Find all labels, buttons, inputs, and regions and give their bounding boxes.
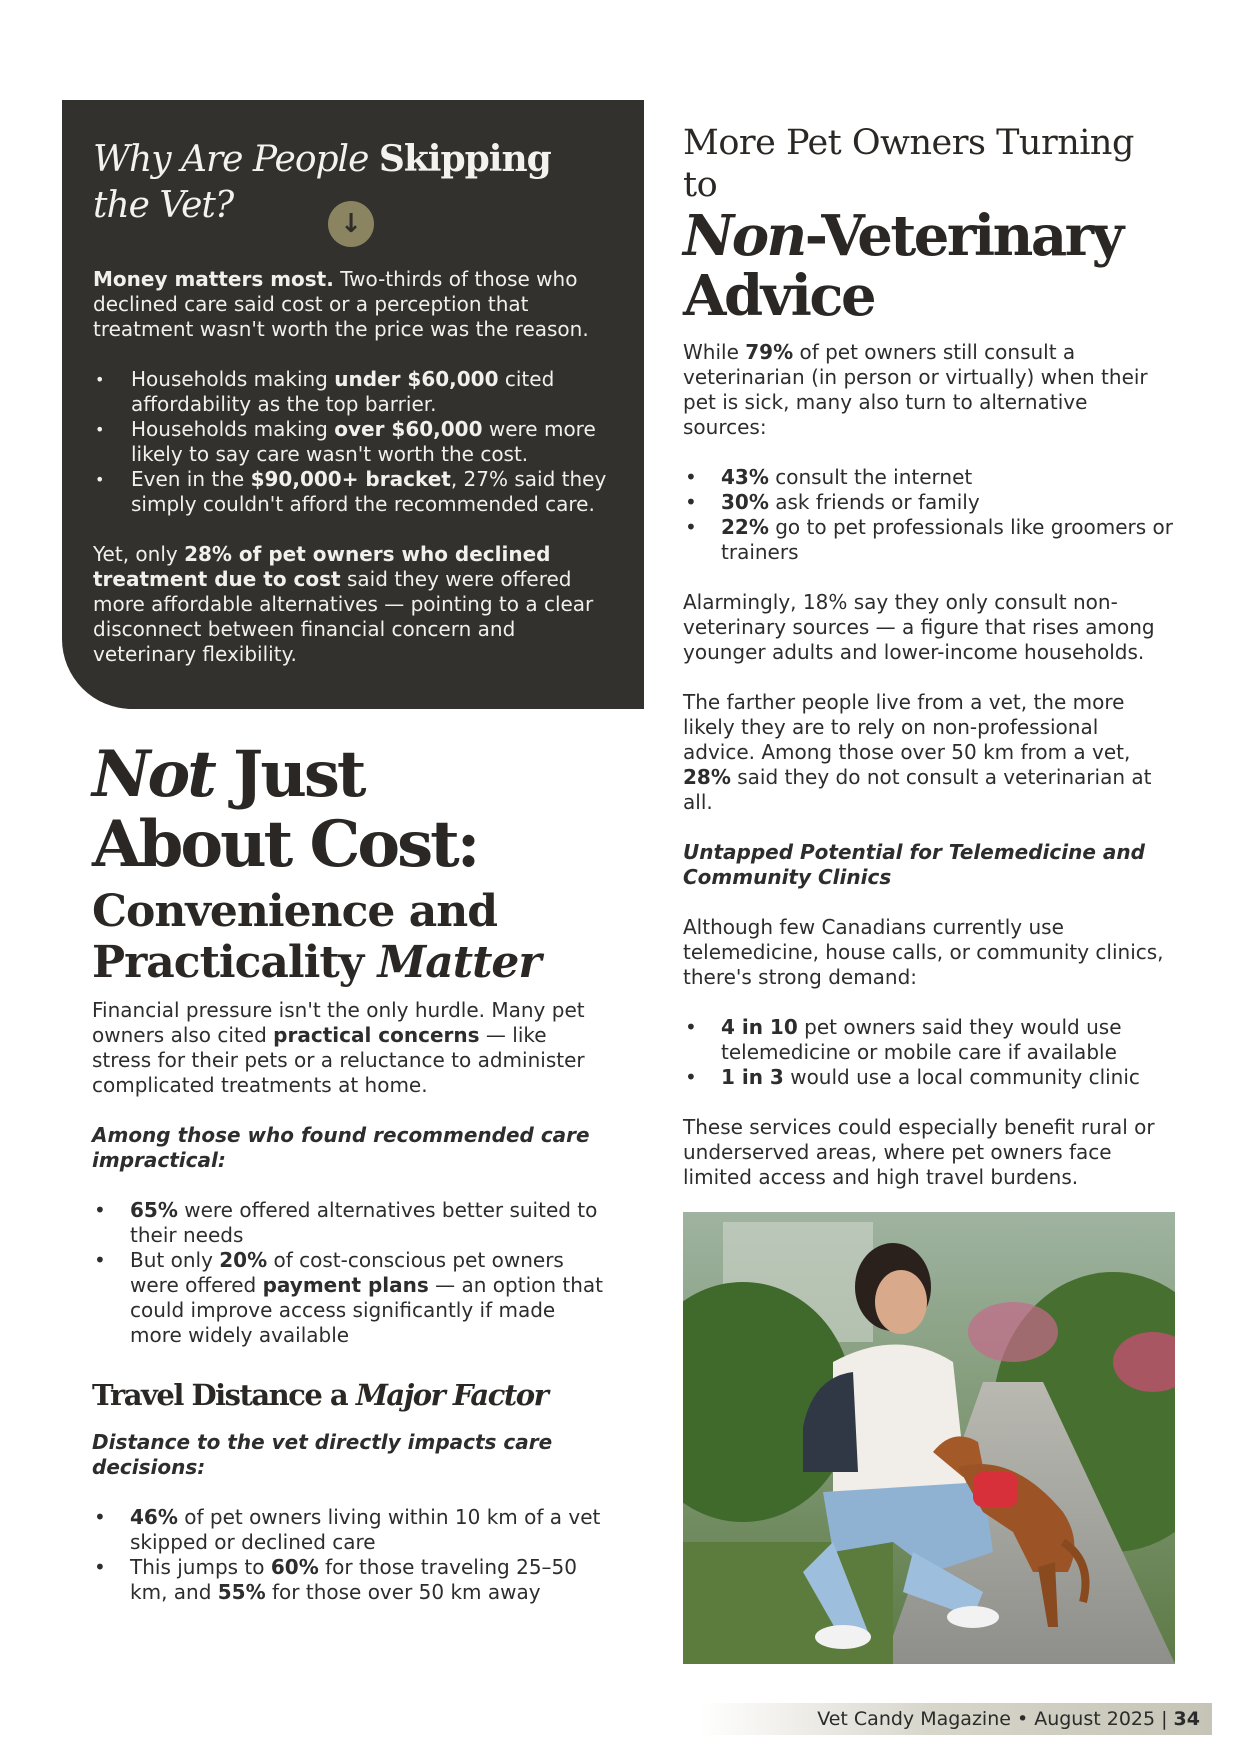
impractical-bullets [92, 1198, 612, 1348]
paragraph: Financial pressure isn't the only hurdle. Many pet owners also cited practical concerns — like stress for their pets or a reluctance to administer complicated treatments at home. [92, 998, 585, 1097]
list-item: • Households making over $60,000 were more likely to say care wasn't worth the cost. [93, 417, 621, 467]
list-item: • 1 in 3 would use a local community clinic [683, 1065, 1173, 1090]
woman-with-dachshund-photo [683, 1212, 1175, 1664]
paragraph: Although few Canadians currently use telemedicine, house calls, or community clinics, there's strong demand: [683, 915, 1164, 989]
list-item: • 30% ask friends or family [683, 490, 1173, 515]
paragraph: These services could especially benefit rural or underserved areas, where pet owners face limited access and high travel burdens. [683, 1115, 1155, 1189]
paragraph: The farther people live from a vet, the more likely they are to rely on non-professional advice. Among those over 50 km from a vet, 28% said they do not consult a veterinarian at all. [683, 690, 1152, 814]
list-item: • Households making under $60,000 cited affordability as the top barrier. [93, 367, 621, 417]
list-item: • 43% consult the internet [683, 465, 1173, 490]
publication-line: Vet Candy Magazine • August 2025 | [817, 1708, 1168, 1730]
not-just-cost-article [92, 737, 612, 1605]
telemedicine-heading: Untapped Potential for Telemedicine and Community Clinics [683, 840, 1145, 889]
article-title: Not Just About Cost: [92, 737, 478, 882]
demand-bullets [683, 1015, 1173, 1090]
article-body [683, 340, 1173, 1190]
article-subtitle: Convenience and Practicality Matter [92, 886, 541, 988]
article-title: Non-Veterinary Advice [683, 203, 1122, 329]
article-body [92, 998, 612, 1605]
list-item: • 65% were offered alternatives better suited to their needs [92, 1198, 612, 1248]
travel-subheading: Distance to the vet directly impacts care decisions: [92, 1430, 553, 1479]
impractical-heading: Among those who found recommended care impractical: [92, 1123, 590, 1172]
box-closing: Yet, only 28% of pet owners who declined treatment due to cost said they were offered more affordable alternatives — pointing to a clear disconnect between financial concern and veterinary flexibility. [93, 542, 594, 666]
travel-heading: Travel Distance a Major Factor [92, 1378, 548, 1412]
paragraph: Alarmingly, 18% say they only consult non-veterinary sources — a figure that rises among younger adults and lower-income households. [683, 590, 1155, 664]
box-title: Why Are People Skipping the Vet? [93, 138, 551, 226]
list-item: • This jumps to 60% for those traveling 25–50 km, and 55% for those over 50 km away [92, 1555, 612, 1605]
non-veterinary-advice-article [683, 122, 1173, 1190]
list-item: • Even in the $90,000+ bracket, 27% said they simply couldn't afford the recommended care. [93, 467, 621, 517]
income-bullets [93, 367, 621, 517]
article-overline: More Pet Owners Turning to [683, 123, 1134, 205]
travel-bullets [92, 1505, 612, 1605]
list-item: • 46% of pet owners living within 10 km of a vet skipped or declined care [92, 1505, 612, 1555]
list-item: • 22% go to pet professionals like groomers or trainers [683, 515, 1173, 565]
box-intro: Money matters most. Two-thirds of those who declined care said cost or a perception that treatment wasn't worth the price was the reason. [93, 267, 589, 341]
page-footer [700, 1703, 1212, 1735]
list-item: • 4 in 10 pet owners said they would use telemedicine or mobile care if available [683, 1015, 1173, 1065]
list-item: • But only 20% of cost-conscious pet owners were offered payment plans — an option that could improve access significantly if made more widely available [92, 1248, 612, 1348]
sources-bullets [683, 465, 1173, 565]
paragraph: While 79% of pet owners still consult a veterinarian (in person or virtually) when their pet is sick, many also turn to alternative sources: [683, 340, 1148, 439]
arrow-down-icon: ↓ [328, 201, 374, 247]
why-skipping-vet-box [62, 100, 644, 709]
box-text [93, 267, 621, 667]
page-number: 34 [1173, 1708, 1200, 1730]
